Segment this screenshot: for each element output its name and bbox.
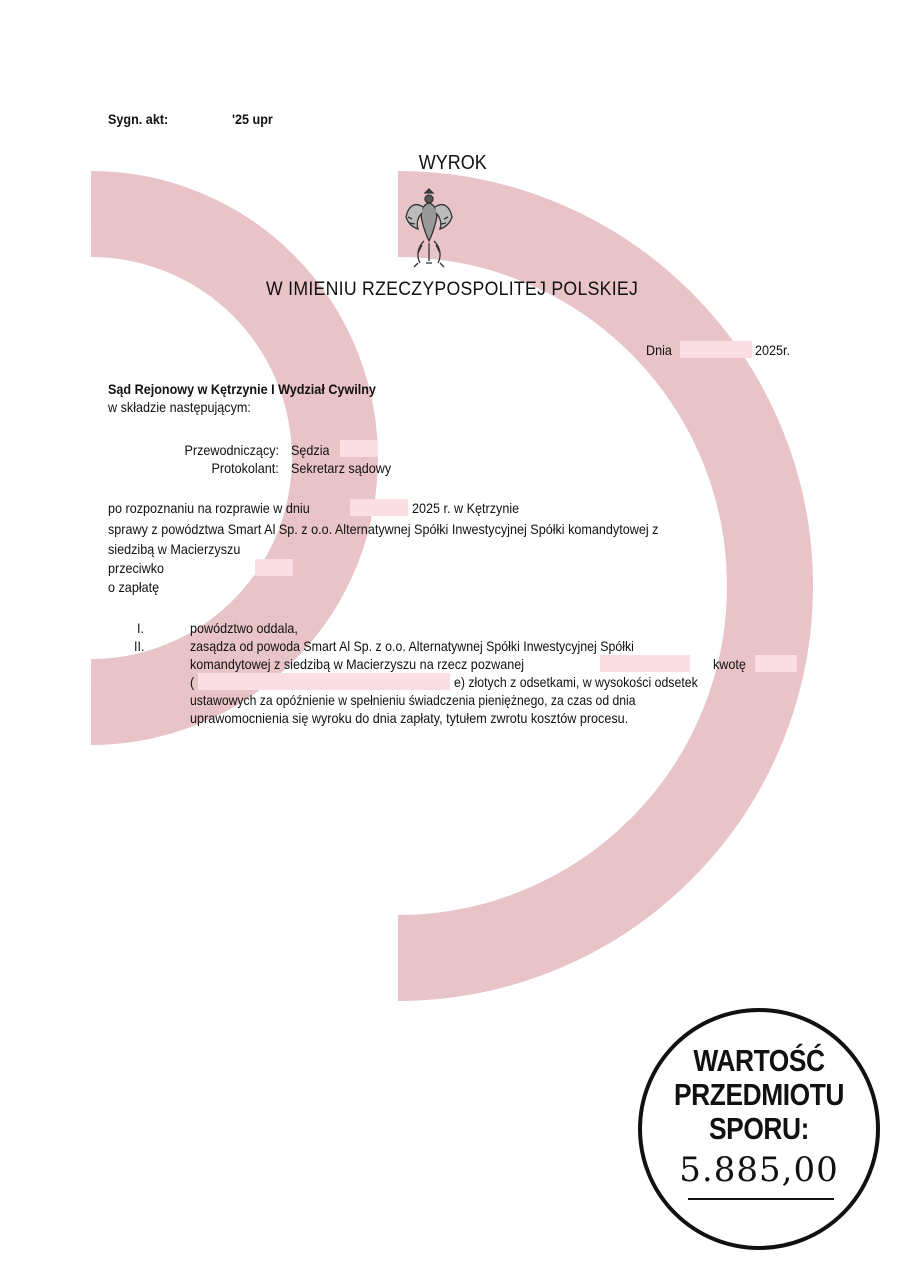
ruling-2-line5: uprawomocnienia się wyroku do dnia zapłaty, tytułem zwrotu kosztów procesu. — [190, 710, 629, 726]
proceedings-line1a: po rozpoznaniu na rozprawie w dniu — [108, 500, 310, 516]
proceedings-line2: sprawy z powództwa Smart Al Sp. z o.o. Alternatywnej Spółki Inwestycyjnej Spółki komandytowej z — [108, 521, 659, 537]
redacted-amount — [755, 655, 797, 672]
stamp-underline — [688, 1198, 834, 1200]
redacted-amount-words — [198, 673, 450, 690]
ruling-1-text: powództwo oddala, — [190, 620, 298, 636]
court-name: Sąd Rejonowy w Kętrzynie I Wydział Cywilny — [108, 381, 376, 397]
ruling-2-number: II. — [134, 638, 145, 654]
clerk-label: Protokolant: — [211, 460, 279, 476]
value-stamp — [638, 1008, 880, 1250]
redacted-defendant-name — [600, 655, 690, 672]
ruling-2-line1: zasądza od powoda Smart Al Sp. z o.o. Alternatywnej Spółki Inwestycyjnej Spółki — [190, 638, 634, 654]
ruling-2-amount-label: kwotę — [713, 656, 746, 672]
redacted-date — [680, 341, 752, 358]
case-label: Sygn. akt: — [108, 111, 169, 127]
proceedings-line5: o zapłatę — [108, 579, 160, 595]
ruling-2-line2: komandytowej z siedzibą w Macierzyszu na rzecz pozwanej — [190, 656, 525, 672]
stamp-line2: PRZEDMIOTU — [674, 1077, 844, 1112]
case-suffix: '25 upr — [232, 111, 273, 127]
document-subtitle: W IMIENIU RZECZYPOSPOLITEJ POLSKIEJ — [266, 279, 639, 300]
court-composition: w składzie następującym: — [108, 399, 251, 415]
ruling-1-number: I. — [137, 620, 145, 636]
date-prefix: Dnia — [646, 342, 672, 358]
clerk-value: Sekretarz sądowy — [291, 460, 392, 476]
document-title: WYROK — [418, 152, 487, 174]
right-arc — [398, 214, 770, 958]
ruling-2-line3-open: ( — [190, 674, 195, 690]
ruling-2-line4: ustawowych za opóźnienie w spełnieniu świadczenia pieniężnego, za czas od dnia — [190, 692, 636, 708]
stamp-line3: SPORU: — [709, 1111, 809, 1146]
date-suffix: 2025r. — [755, 342, 791, 358]
proceedings-line4: przeciwko — [108, 560, 165, 576]
stamp-line1: WARTOŚĆ — [693, 1043, 825, 1078]
redacted-judge — [340, 440, 378, 457]
polish-eagle-emblem — [404, 183, 454, 269]
chair-value: Sędzia — [291, 442, 330, 458]
ruling-2-line3: e) złotych z odsetkami, w wysokości odsetek — [454, 674, 698, 690]
proceedings-line3: siedzibą w Macierzyszu — [108, 541, 241, 557]
chair-label: Przewodniczący: — [184, 442, 279, 458]
stamp-value: 5.885,00 — [679, 1150, 839, 1190]
redacted-defendant — [255, 559, 293, 576]
case-number — [108, 110, 175, 128]
proceedings-line1b: 2025 r. w Kętrzynie — [412, 500, 520, 516]
redacted-hearing-date — [350, 499, 408, 516]
